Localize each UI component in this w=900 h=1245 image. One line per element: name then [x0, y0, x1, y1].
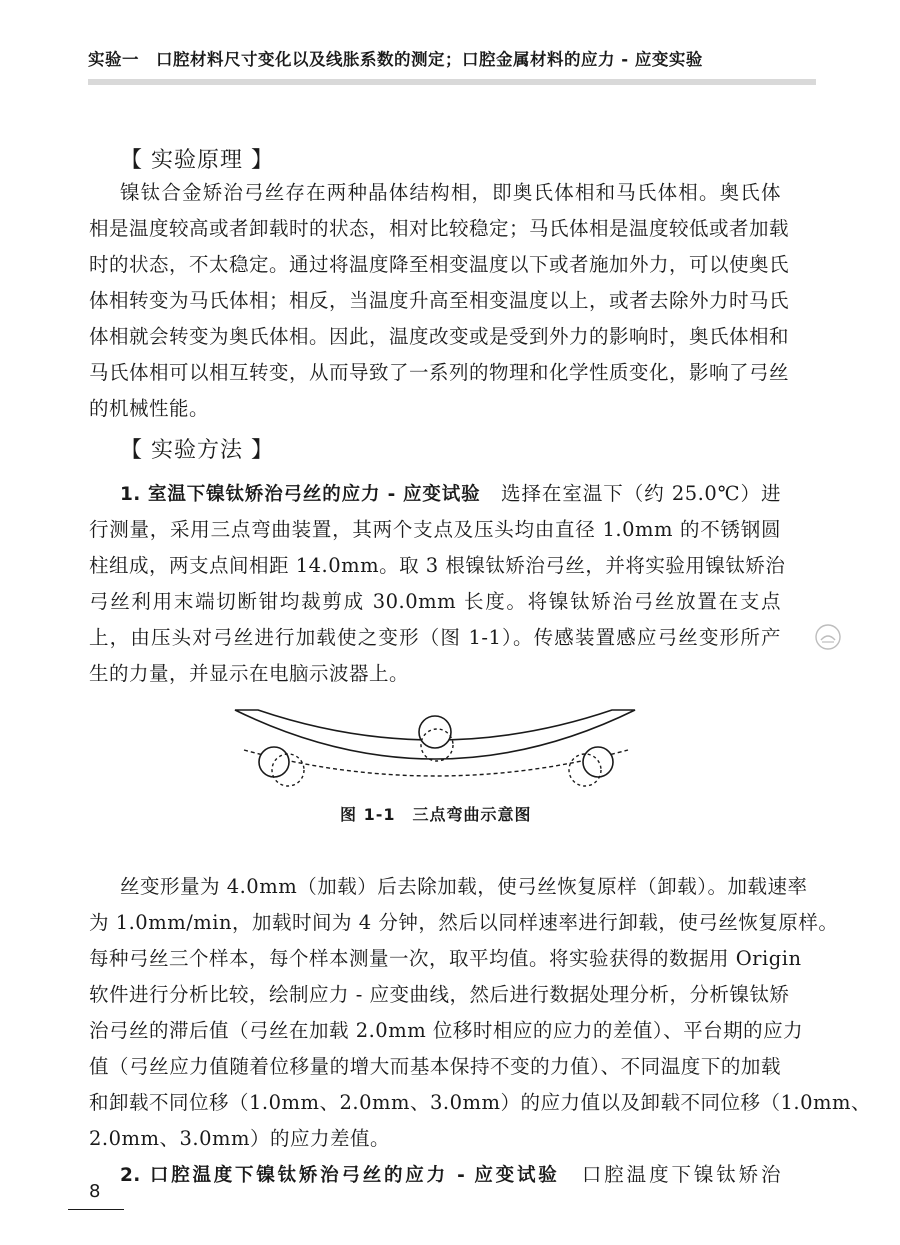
running-header: 实验一 口腔材料尺寸变化以及线胀系数的测定；口腔金属材料的应力 - 应变实验: [88, 50, 703, 69]
method-item-1-lead: 1. 室温下镍钛矫治弓丝的应力 - 应变试验: [120, 484, 481, 505]
method-item-1-first-line: [120, 479, 781, 509]
paragraph-line: 治弓丝的滞后值（弓丝在加载 2.0mm 位移时相应的应力的差值）、平台期的应力: [89, 1019, 804, 1042]
method-item-2-text: 口腔温度下镍钛矫治: [581, 1163, 781, 1186]
paragraph-line: 上，由压头对弓丝进行加载使之变形（图 1-1）。传感装置感应弓丝变形所产: [89, 626, 781, 649]
paragraph-line: 值（弓丝应力值随着位移量的增大而基本保持不变的力值）、不同温度下的加载: [89, 1055, 781, 1078]
paragraph-line: 每种弓丝三个样本，每个样本测量一次，取平均值。将实验获得的数据用 Origin: [89, 947, 802, 970]
paragraph-line: 丝变形量为 4.0mm（加载）后去除加载，使弓丝恢复原样（卸载）。加载速率: [120, 875, 808, 898]
paragraph-line: 镍钛合金矫治弓丝存在两种晶体结构相，即奥氏体相和马氏体相。奥氏体: [120, 181, 781, 204]
paragraph-line: 和卸载不同位移（1.0mm、2.0mm、3.0mm）的应力值以及卸载不同位移（1.0mm、: [89, 1091, 871, 1114]
footer-rule: [68, 1209, 124, 1210]
paragraph-line: 相是温度较高或者卸载时的状态，相对比较稳定；马氏体相是温度较低或者加载: [89, 217, 790, 240]
paragraph-line: 生的力量，并显示在电脑示波器上。: [89, 662, 410, 685]
right-support-solid: [583, 747, 613, 777]
method-item-2-first-line: [120, 1160, 781, 1190]
method-item-1-text: 选择在室温下（约 25.0℃）进: [500, 482, 781, 505]
three-point-bending-figure: [230, 700, 645, 800]
left-support-solid: [259, 747, 289, 777]
method-item-2-lead: 2. 口腔温度下镍钛矫治弓丝的应力 - 应变试验: [120, 1165, 560, 1186]
paragraph-line: 弓丝利用末端切断钳均裁剪成 30.0mm 长度。将镍钛矫治弓丝放置在支点: [89, 590, 781, 613]
figure-caption: 图 1-1 三点弯曲示意图: [340, 805, 532, 824]
paragraph-line: 为 1.0mm/min，加载时间为 4 分钟，然后以同样速率进行卸载，使弓丝恢复原样。: [89, 911, 839, 934]
section-heading-principle: 【 实验原理 】: [120, 148, 274, 173]
paragraph-line: 柱组成，两支点间相距 14.0mm。取 3 根镍钛矫治弓丝，并将实验用镍钛矫治: [89, 554, 786, 577]
book-emblem-icon: [814, 622, 842, 652]
section-heading-method: 【 实验方法 】: [120, 438, 274, 463]
paragraph-line: 的机械性能。: [89, 397, 210, 420]
paragraph-line: 2.0mm、3.0mm）的应力差值。: [89, 1127, 390, 1150]
paragraph-line: 体相就会转变为奥氏体相。因此，温度改变或是受到外力的影响时，奥氏体相和: [89, 325, 790, 348]
paragraph-line: 软件进行分析比较，绘制应力 - 应变曲线，然后进行数据处理分析，分析镍钛矫: [89, 983, 790, 1006]
paragraph-line: 体相转变为马氏体相；相反，当温度升高至相变温度以上，或者去除外力时马氏: [89, 289, 790, 312]
paragraph-line: 时的状态，不太稳定。通过将温度降至相变温度以下或者施加外力，可以使奥氏: [89, 253, 790, 276]
page-number: 8: [89, 1181, 101, 1202]
wire-deformed-dashed: [244, 750, 628, 776]
paragraph-line: 行测量，采用三点弯曲装置，其两个支点及压头均由直径 1.0mm 的不锈钢圆: [89, 518, 781, 541]
header-rule: [88, 79, 816, 85]
paragraph-line: 马氏体相可以相互转变，从而导致了一系列的物理和化学性质变化，影响了弓丝: [89, 361, 790, 384]
